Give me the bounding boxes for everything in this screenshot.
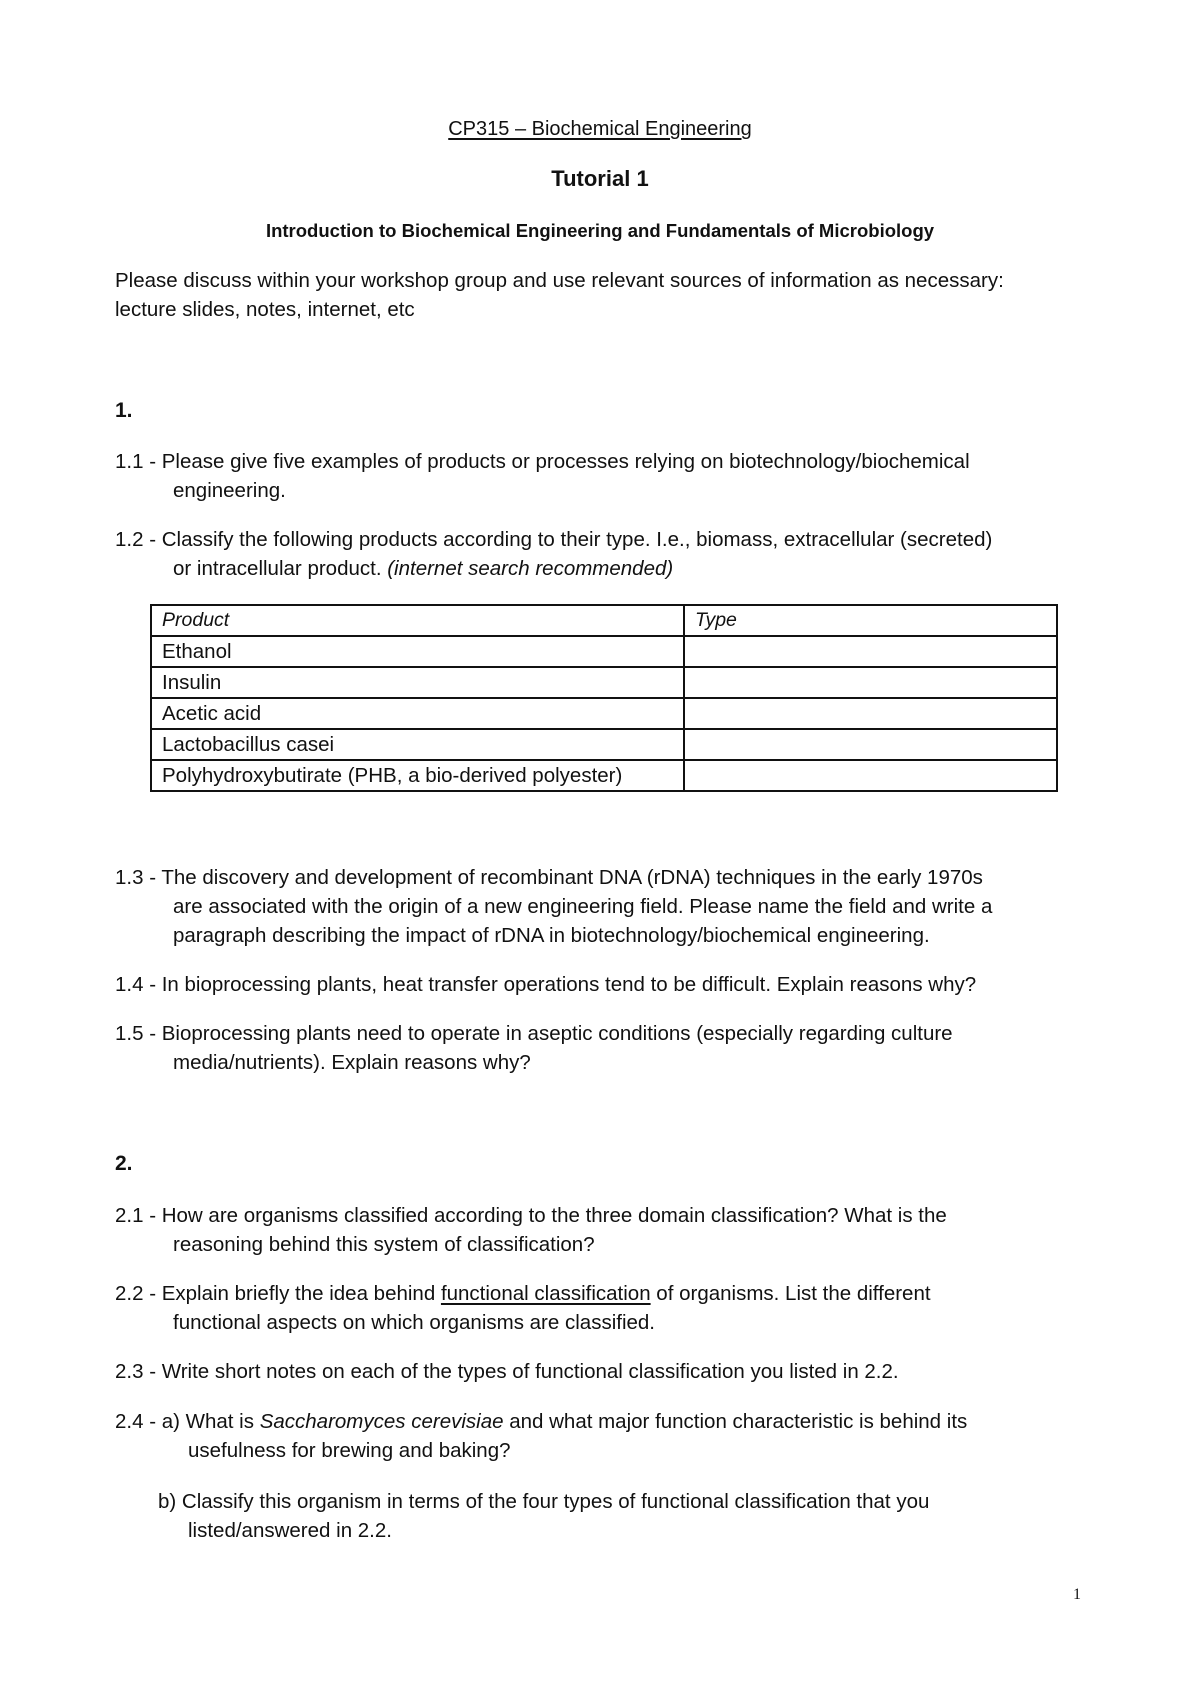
question-2-4a-line-1	[115, 1412, 967, 1433]
question-1-2-hint: (internet search recommended)	[387, 557, 674, 580]
product-cell: Polyhydroxybutirate (PHB, a bio-derived polyester)	[151, 760, 684, 791]
question-2-4a-suffix: and what major function characteristic is behind its	[503, 1410, 968, 1433]
question-1-3-line-1: 1.3 - The discovery and development of recombinant DNA (rDNA) techniques in the early 1970s	[115, 866, 983, 889]
product-cell: Ethanol	[151, 636, 684, 667]
header-type: Type	[684, 605, 1057, 636]
question-1-3-line-2: are associated with the origin of a new engineering field. Please name the field and write a	[173, 895, 993, 918]
section-1-heading: 1.	[115, 399, 133, 422]
question-1-1-line-2: engineering.	[173, 479, 286, 502]
table-row	[151, 698, 1057, 729]
type-cell	[684, 729, 1057, 760]
question-2-4b-line-2: listed/answered in 2.2.	[188, 1519, 392, 1542]
header-product: Product	[151, 605, 684, 636]
product-cell: Insulin	[151, 667, 684, 698]
page-number: 1	[1073, 1586, 1081, 1603]
table-row	[151, 636, 1057, 667]
question-2-1-line-2: reasoning behind this system of classification?	[173, 1233, 595, 1256]
table-row	[151, 667, 1057, 698]
question-2-4b-line-1: b) Classify this organism in terms of the four types of functional classification that you	[158, 1490, 930, 1513]
course-title: CP315 – Biochemical Engineering	[448, 118, 752, 140]
question-2-2-term: functional classification	[440, 1282, 651, 1305]
question-2-1-line-1: 2.1 - How are organisms classified according to the three domain classification? What is the	[115, 1204, 947, 1227]
intro-line-2: lecture slides, notes, internet, etc	[115, 298, 415, 321]
question-1-4-line-1: 1.4 - In bioprocessing plants, heat transfer operations tend to be difficult. Explain reasons why?	[115, 973, 977, 996]
question-1-5-line-1: 1.5 - Bioprocessing plants need to operate in aseptic conditions (especially regarding culture	[115, 1022, 953, 1045]
question-2-4a-prefix: 2.4 - a) What is	[115, 1410, 260, 1433]
question-1-2-text: or intracellular product.	[173, 557, 388, 580]
product-type-table	[150, 604, 1058, 792]
table-row	[151, 729, 1057, 760]
question-1-1-line-1: 1.1 - Please give five examples of products or processes relying on biotechnology/biochemical	[115, 450, 970, 473]
type-cell	[684, 636, 1057, 667]
question-1-2-line-1: 1.2 - Classify the following products according to their type. I.e., biomass, extracellular (secreted)	[115, 528, 993, 551]
question-2-4a-line-2: usefulness for brewing and baking?	[188, 1439, 511, 1462]
question-2-2-line-2: functional aspects on which organisms are classified.	[173, 1311, 655, 1334]
question-2-4a-organism: Saccharomyces cerevisiae	[259, 1410, 504, 1433]
type-cell	[684, 667, 1057, 698]
type-cell	[684, 698, 1057, 729]
tutorial-subtitle: Introduction to Biochemical Engineering and Fundamentals of Microbiology	[265, 220, 935, 241]
question-2-2-prefix: 2.2 - Explain briefly the idea behind	[115, 1282, 441, 1305]
tutorial-title: Tutorial 1	[551, 166, 649, 191]
intro-line-1: Please discuss within your workshop group and use relevant sources of information as necessary:	[115, 269, 1004, 292]
question-1-5-line-2: media/nutrients). Explain reasons why?	[173, 1051, 531, 1074]
question-2-2-suffix: of organisms. List the different	[650, 1282, 931, 1305]
product-cell: Acetic acid	[151, 698, 684, 729]
question-2-2-line-1	[115, 1284, 931, 1305]
table-row	[151, 760, 1057, 791]
product-cell: Lactobacillus casei	[151, 729, 684, 760]
type-cell	[684, 760, 1057, 791]
table-header-row	[151, 605, 1057, 636]
section-2-heading: 2.	[115, 1152, 133, 1175]
question-1-3-line-3: paragraph describing the impact of rDNA in biotechnology/biochemical engineering.	[173, 924, 930, 947]
question-2-3-line-1: 2.3 - Write short notes on each of the types of functional classification you listed in 2.2.	[115, 1360, 899, 1383]
question-1-2-line-2	[173, 559, 673, 580]
